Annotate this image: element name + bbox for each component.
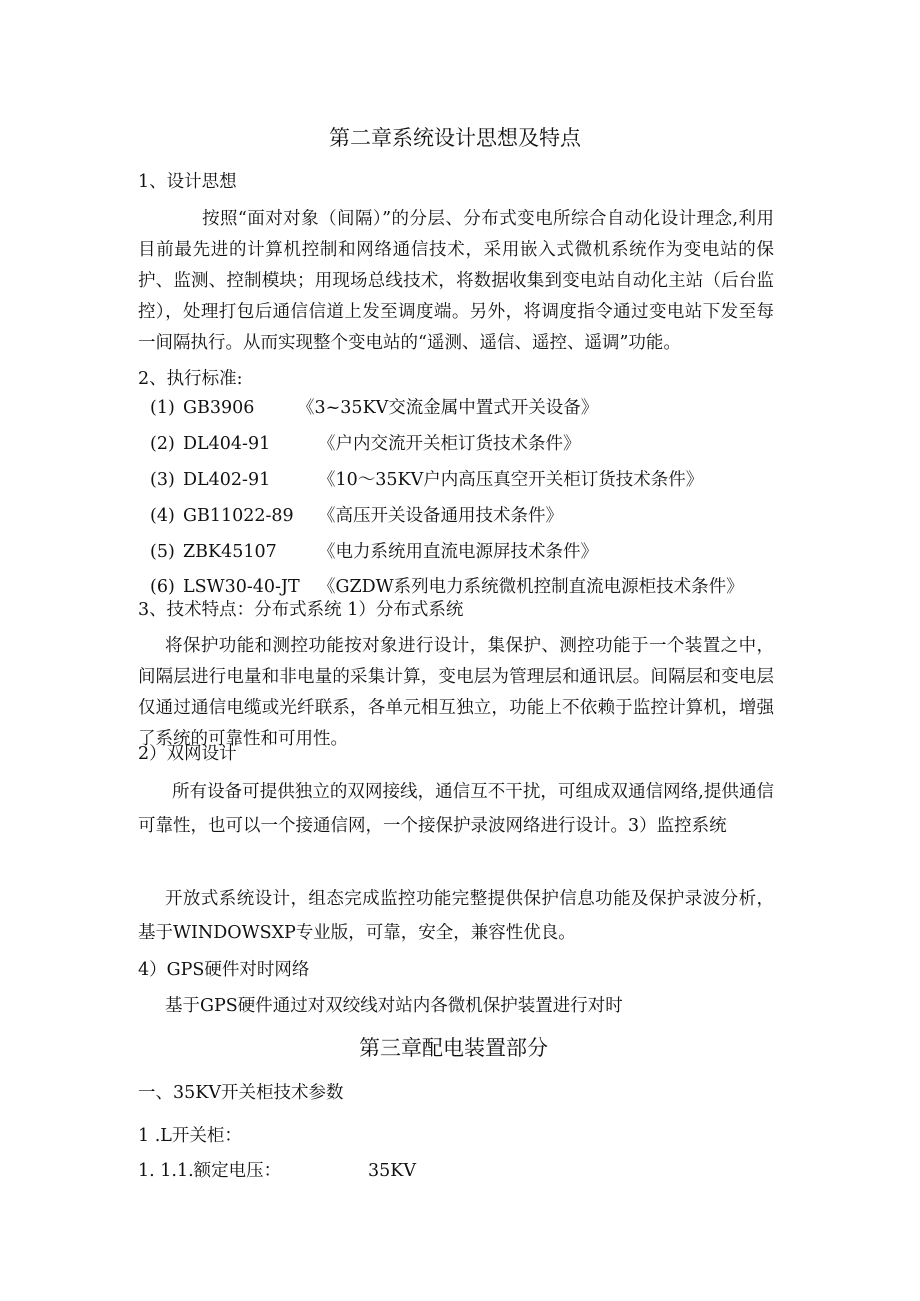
paragraph: 基于GPS硬件通过对双绞线对站内各微机保护装置进行对时: [165, 996, 623, 1016]
standard-code: DL402-91: [183, 470, 271, 490]
subsection-heading: 4）GPS硬件对时网络: [138, 960, 310, 980]
standard-code: ZBK45107: [183, 542, 277, 562]
standard-number: (3): [150, 470, 175, 490]
section-heading: 1、设计思想: [138, 172, 237, 192]
standard-number: (6): [150, 577, 175, 597]
standard-number: (5): [150, 542, 175, 562]
param-value: 35KV: [368, 1161, 416, 1181]
section-heading: 2、执行标准:: [138, 369, 243, 389]
chapter-title: 第二章系统设计思想及特点: [329, 126, 581, 150]
standard-code: GB3906: [183, 398, 255, 418]
paragraph: 所有设备可提供独立的双网接线，通信互不干扰，可组成双通信网络,提供通信可靠性，也可以一个接通信网，一个接保护录波网络进行设计。3）监控系统: [138, 782, 774, 836]
section-heading: 3、技术特点：分布式系统 1）分布式系统: [138, 600, 464, 620]
section-heading: 一、35KV开关柜技术参数: [138, 1083, 344, 1103]
standard-code: GB11022-89: [183, 506, 294, 526]
param-label: 1. 1.1.额定电压：: [138, 1161, 282, 1181]
standard-title: 《10～35KV户内高压真空开关柜订货技术条件》: [318, 470, 704, 490]
standard-title: 《GZDW系列电力系统微机控制直流电源柜技术条件》: [318, 577, 744, 597]
standard-title: 《电力系统用直流电源屏技术条件》: [318, 542, 598, 562]
standard-number: (1): [150, 398, 175, 418]
chapter-title: 第三章配电装置部分: [359, 1036, 548, 1060]
standard-code: DL404-91: [183, 434, 271, 454]
list-item: 1 .L开关柜：: [138, 1126, 242, 1146]
standard-code: LSW30-40-JT: [183, 577, 300, 597]
paragraph: 开放式系统设计，组态完成监控功能完整提供保护信息功能及保护录波分析，基于WINDOWSXP专业版，可靠，安全，兼容性优良。: [138, 889, 774, 943]
subsection-heading: 2）双网设计: [138, 744, 237, 764]
standard-title: 《户内交流开关柜订货技术条件》: [318, 434, 581, 454]
standard-title: 《高压开关设备通用技术条件》: [318, 506, 563, 526]
paragraph: 按照“面对对象（间隔）”的分层、分布式变电所综合自动化设计理念,利用目前最先进的计算机控制和网络通信技术，采用嵌入式微机系统作为变电站的保护、监测、控制模块；用现场总线技术，将数据收集到变电站自动化主站（后台监控），处理打包后通信信道上发至调度端。另外，将调度指令通过变电站下发至每一间隔执行。从而实现整个变电站的“遥测、遥信、遥控、遥调”功能。: [138, 209, 774, 353]
paragraph: 将保护功能和测控功能按对象进行设计，集保护、测控功能于一个装置之中，间隔层进行电量和非电量的采集计算，变电层为管理层和通讯层。间隔层和变电层仅通过通信电缆或光纤联系，各单元相互独立，功能上不依赖于监控计算机，增强了系统的可靠性和可用性。: [138, 636, 774, 749]
standard-number: (4): [150, 506, 175, 526]
standard-title: 《3~35KV交流金属中置式开关设备》: [297, 398, 599, 418]
standard-number: (2): [150, 434, 175, 454]
